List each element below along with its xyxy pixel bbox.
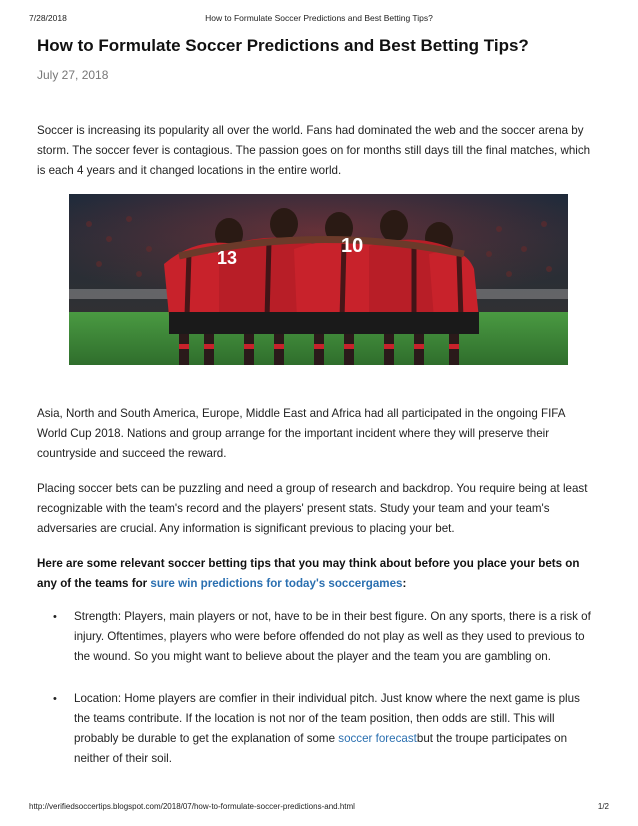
svg-text:10: 10 — [341, 235, 364, 257]
list-item — [37, 607, 597, 667]
print-date: 7/28/2018 — [29, 13, 67, 23]
tips-intro-paragraph — [37, 554, 597, 594]
tips-intro-text: Here are some relevant soccer betting tips that you may think about before you place your bets on any of the teams for — [37, 557, 580, 590]
print-header — [29, 13, 609, 25]
publish-date: July 27, 2018 — [37, 68, 109, 82]
betting-research-paragraph: Placing soccer bets can be puzzling and need a group of research and backdrop. You require being at least recognizable with the team's record and the players' present stats. Study your team and your team's adversaries are crucial. Any information is significant previous to placing your bet. — [37, 482, 588, 535]
tips-list — [37, 607, 597, 769]
article-title: How to Formulate Soccer Predictions and Best Betting Tips? — [37, 36, 529, 55]
page-number: 1/2 — [597, 802, 609, 811]
team-huddle-photo — [69, 194, 568, 365]
bullet-icon: • — [53, 611, 57, 623]
svg-text:13: 13 — [217, 248, 238, 268]
list-item — [37, 689, 597, 769]
intro-paragraph: Soccer is increasing its popularity all over the world. Fans had dominated the web and the soccer arena by storm. The soccer fever is contagious. The passion goes on for months still days till the final matches, which is each 4 years and it changed locations in the entire world. — [37, 124, 591, 177]
print-url: http://verifiedsoccertips.blogspot.com/2018/07/how-to-formulate-soccer-predictions-and.html — [29, 802, 355, 811]
print-title: How to Formulate Soccer Predictions and Best Betting Tips? — [205, 13, 433, 23]
soccer-forecast-link[interactable]: soccer forecast — [338, 732, 417, 745]
sure-win-predictions-link[interactable]: sure win predictions for today's soccergames — [150, 577, 403, 590]
tip-location-text-end: but the troupe participates on neither of their soil. — [74, 732, 568, 765]
world-cup-paragraph: Asia, North and South America, Europe, Middle East and Africa had all participated in the ongoing FIFA World Cup 2018. Nations and group arrange for the important incident where they will preserve their countryside and succeed the reward. — [37, 407, 565, 460]
tip-location-text: Location: Home players are comfier in their individual pitch. Just know where the next game is plus the teams contribute. If the location is not nor of the team position, then odds are still. This will probably be durable to get the explanation of some — [74, 692, 580, 745]
tips-intro-colon: : — [402, 577, 407, 590]
bullet-icon: • — [53, 693, 57, 705]
print-footer — [29, 802, 609, 814]
tip-strength-text: Strength: Players, main players or not, have to be in their best figure. On any sports, there is a risk of injury. Oftentimes, players who were before offended do not play as well as they used to previous to the wound. So you might want to believe about the player and the team you are gambling on. — [74, 610, 591, 663]
